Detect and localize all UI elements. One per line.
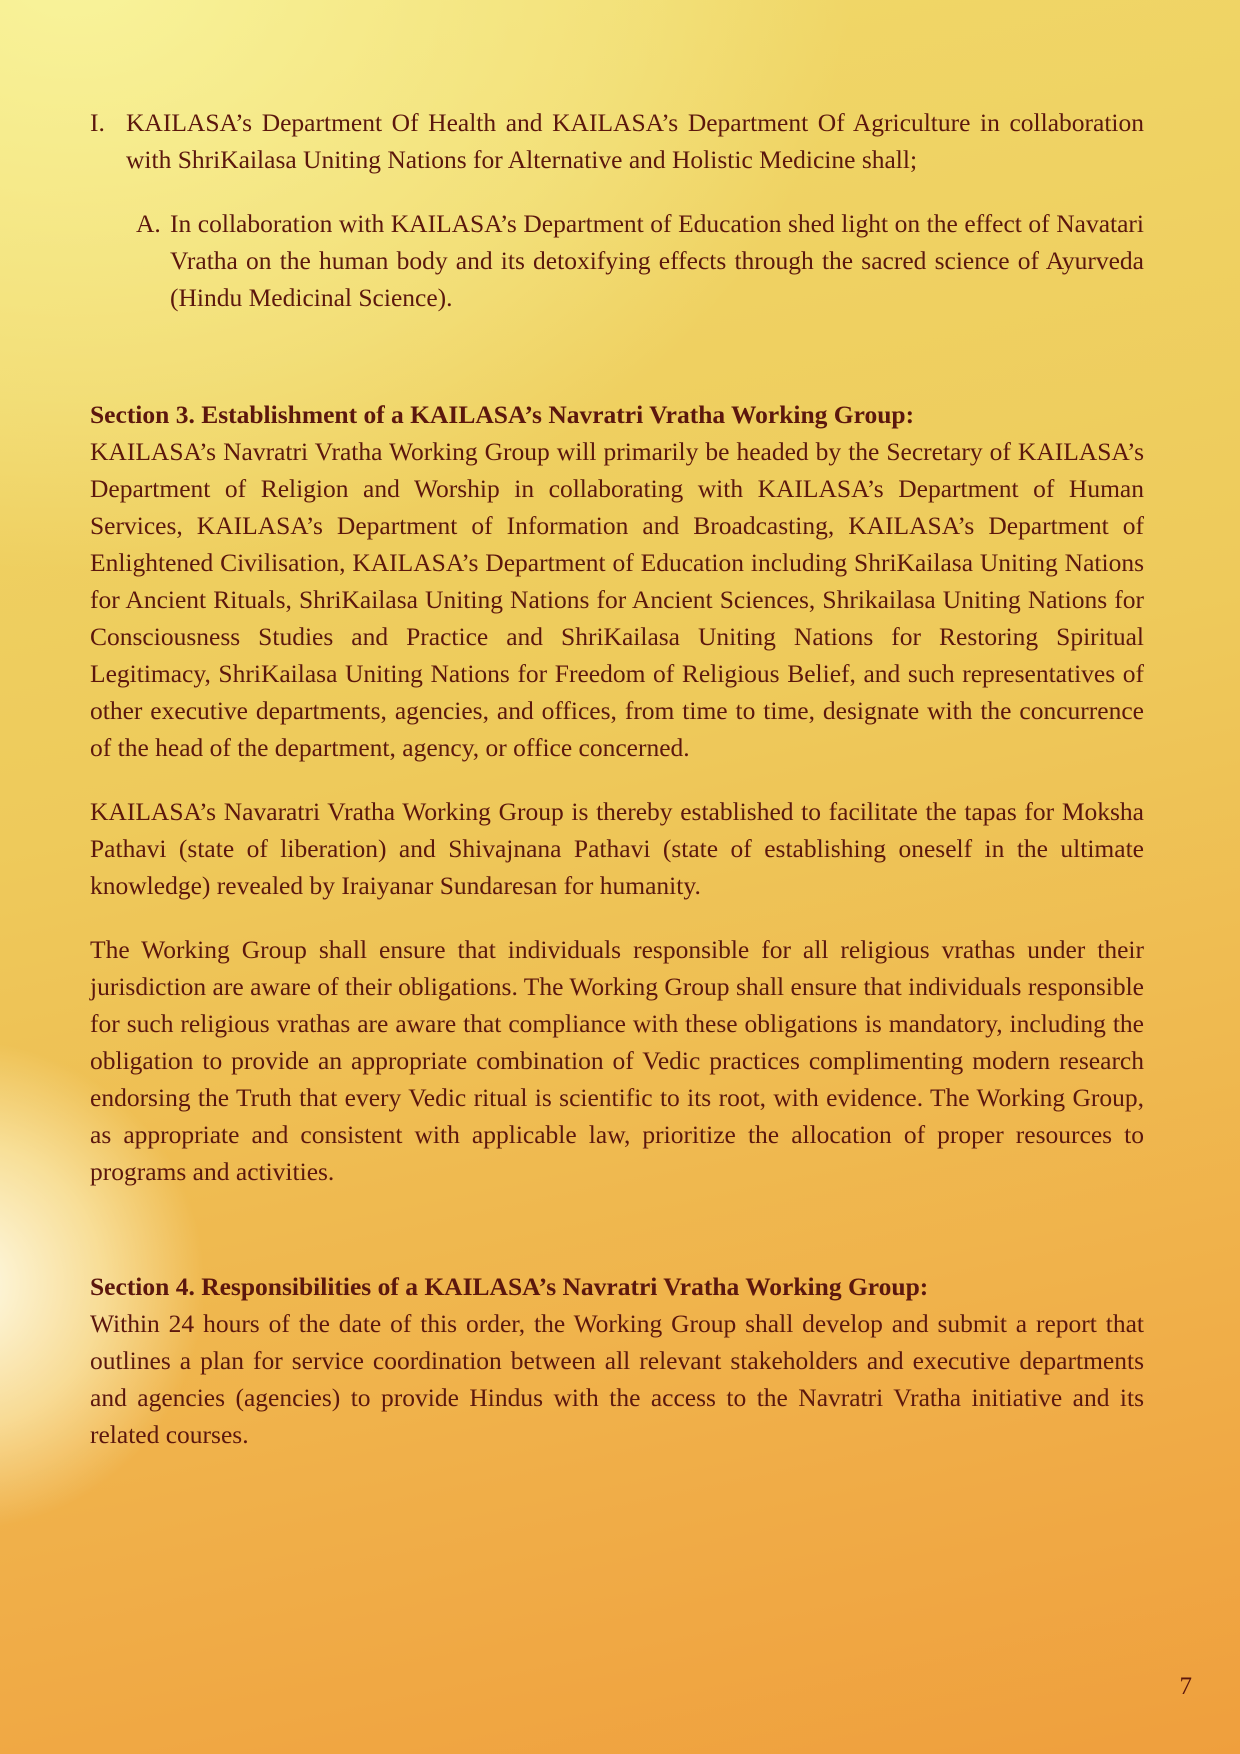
list-item-I-text: KAILASA’s Department Of Health and KAILASA’s Department Of Agriculture in collaboration with ShriKailasa Uniting Nations for Alternative and Holistic Medicine shall; <box>126 108 1144 174</box>
section-4-heading: Section 4. Responsibilities of a KAILASA’s Navratri Vratha Working Group: <box>90 1272 929 1301</box>
section-3-paragraph-1: KAILASA’s Navratri Vratha Working Group will primarily be headed by the Secretary of KAILASA’s Department of Religion and Worship in collaborating with KAILASA’s Department of Human Services, KAILASA’s Department of Information and Broadcasting, KAILASA’s Department of Enlightened Civilisation, KAILASA’s Department of Education including ShriKailasa Uniting Nations for Ancient Rituals, ShriKailasa Uniting Nations for Ancient Sciences, Shrikailasa Uniting Nations for Consciousness Studies and Practice and ShriKailasa Uniting Nations for Restoring Spiritual Legitimacy, ShriKailasa Uniting Nations for Freedom of Religious Belief, and such representatives of other executive departments, agencies, and offices, from time to time, designate with the concurrence of the head of the department, agency, or office concerned. <box>90 437 1144 762</box>
list-marker-A: A. <box>136 209 161 238</box>
list-item-I <box>90 104 1144 178</box>
section-4-paragraph-1: Within 24 hours of the date of this order, the Working Group shall develop and submit a report that outlines a plan for service coordination between all relevant stakeholders and executive departments and agencies (agencies) to provide Hindus with the access to the Navratri Vratha initiative and its related courses. <box>90 1309 1144 1449</box>
list-item-A-text: In collaboration with KAILASA’s Department of Education shed light on the effect of Navatari Vratha on the human body and its detoxifying effects through the sacred science of Ayurveda (Hindu Medicinal Science). <box>170 209 1144 312</box>
list-marker-I: I. <box>90 108 105 137</box>
section-3-paragraph-3: The Working Group shall ensure that individuals responsible for all religious vrathas under their jurisdiction are aware of their obligations. The Working Group shall ensure that individuals responsible for such religious vrathas are aware that compliance with these obligations is mandatory, including the obligation to provide an appropriate combination of Vedic practices complimenting modern research endorsing the Truth that every Vedic ritual is scientific to its root, with evidence. The Working Group, as appropriate and consistent with applicable law, prioritize the allocation of proper resources to programs and activities. <box>90 935 1144 1186</box>
section-3-paragraph-2: KAILASA’s Navaratri Vratha Working Group is thereby established to facilitate the tapas for Moksha Pathavi (state of liberation) and Shivajnana Pathavi (state of establishing oneself in the ultimate knowledge) revealed by Iraiyanar Sundaresan for humanity. <box>90 797 1144 900</box>
section-3-heading: Section 3. Establishment of a KAILASA’s Navratri Vratha Working Group: <box>90 400 915 429</box>
page-number: 7 <box>1179 1673 1192 1700</box>
list-item-A <box>136 205 1144 316</box>
